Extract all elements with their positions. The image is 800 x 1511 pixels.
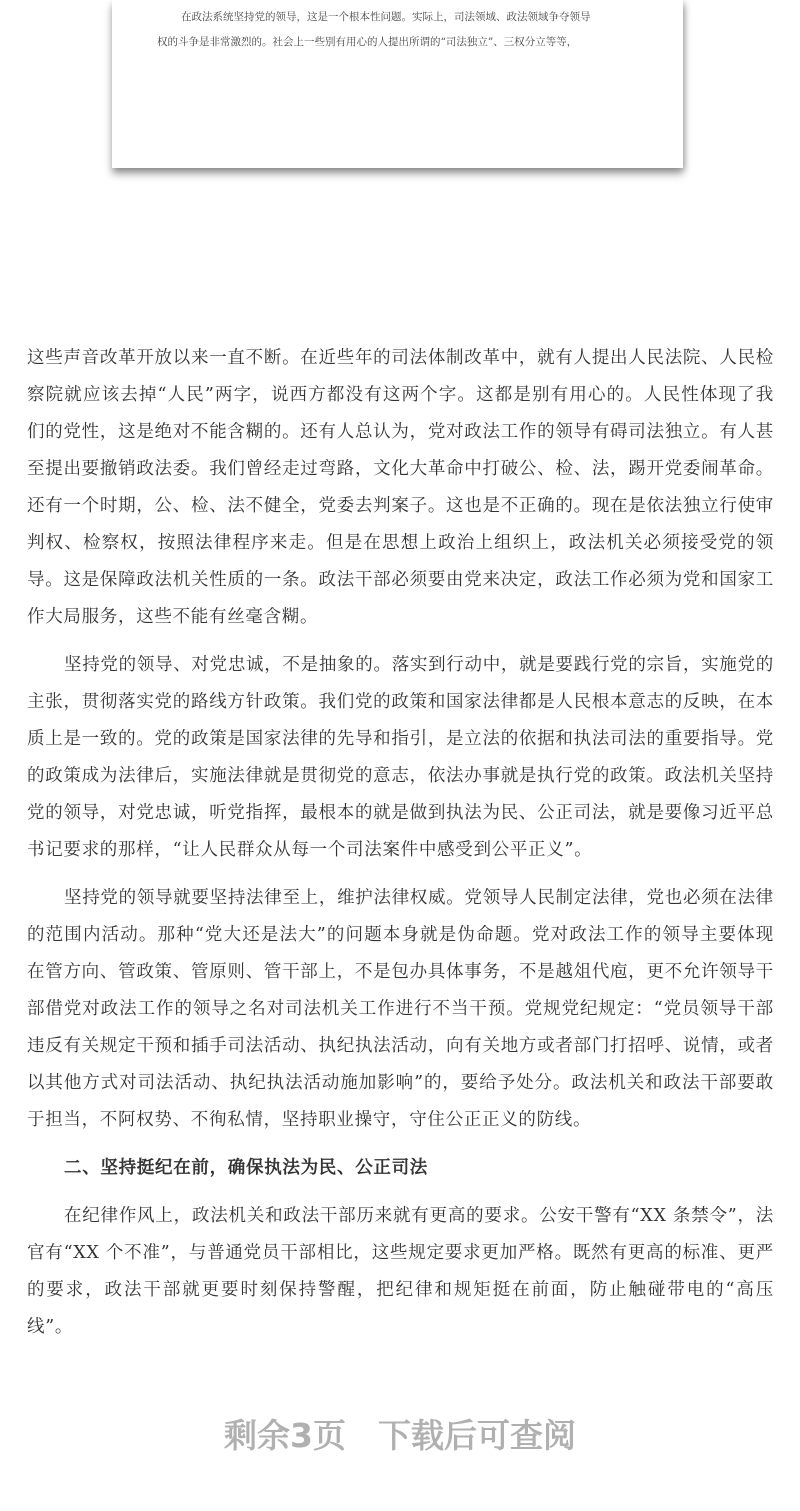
- download-hint-label: 下载后可查阅: [377, 1416, 576, 1455]
- document-body: [27, 340, 774, 1357]
- paragraph: 坚持党的领导、对党忠诚，不是抽象的。落实到行动中，就是要践行党的宗旨，实施党的主张，贯彻落实党的路线方针政策。我们党的政策和国家法律都是人民根本意志的反映，在本质上是一致的。党的政策是国家法律的先导和指引，是立法的依据和执法司法的重要指导。党的政策成为法律后，实施法律就是贯彻党的意志，依法办事就是执行党的政策。政法机关坚持党的领导，对党忠诚，听党指挥，最根本的就是做到执法为民、公正司法，就是要像习近平总书记要求的那样，“让人民群众从每一个司法案件中感受到公平正义”。: [27, 655, 774, 860]
- preview-line: 权的斗争是非常激烈的。社会上一些别有用心的人提出所谓的“司法独立”、三权分立等等，: [157, 36, 578, 48]
- preview-page-card: [112, 0, 683, 168]
- section-heading: 二、坚持挺纪在前，确保执法为民、公正司法: [64, 1158, 428, 1178]
- read-more-banner[interactable]: [0, 1410, 800, 1457]
- paragraph: 在纪律作风上，政法机关和政法干部历来就有更高的要求。公安干警有“XX 条禁令”，法官有“XX 个不准”，与普通党员干部相比，这些规定要求更加严格。既然有更高的标准、更严的要求，政法干部就更要时刻保持警醒，把纪律和规矩挺在前面，防止触碰带电的“高压线”。: [27, 1206, 774, 1337]
- paragraph: 这些声音改革开放以来一直不断。在近些年的司法体制改革中，就有人提出人民法院、人民检察院就应该去掉“人民”两字，说西方都没有这两个字。这都是别有用心的。人民性体现了我们的党性，这是绝对不能含糊的。还有人总认为，党对政法工作的领导有碍司法独立。有人甚至提出要撤销政法委。我们曾经走过弯路，文化大革命中打破公、检、法，踢开党委闹革命。还有一个时期，公、检、法不健全，党委去判案子。这也是不正确的。现在是依法独立行使审判权、检察权，按照法律程序来走。但是在思想上政治上组织上，政法机关必须接受党的领导。这是保障政法机关性质的一条。政法干部必须要由党来决定，政法工作必须为党和国家工作大局服务，这些不能有丝毫含糊。: [27, 348, 774, 627]
- paragraph: 坚持党的领导就要坚持法律至上，维护法律权威。党领导人民制定法律，党也必须在法律的范围内活动。那种“党大还是法大”的问题本身就是伪命题。党对政法工作的领导主要体现在管方向、管政策、管原则、管干部上，不是包办具体事务，不是越俎代庖，更不允许领导干部借党对政法工作的领导之名对司法机关工作进行不当干预。党规党纪规定：“党员领导干部违反有关规定干预和插手司法活动、执纪执法活动，向有关地方或者部门打招呼、说情，或者以其他方式对司法活动、执纪执法活动施加影响”的，要给予处分。政法机关和政法干部要敢于担当，不阿权势、不徇私情，坚持职业操守，守住公正正义的防线。: [27, 888, 774, 1130]
- preview-line: 在政法系统坚持党的领导，这是一个根本性问题。实际上，司法领域、政法领域争夺领导: [181, 11, 591, 23]
- remaining-pages-label: 剩余3页: [224, 1416, 346, 1455]
